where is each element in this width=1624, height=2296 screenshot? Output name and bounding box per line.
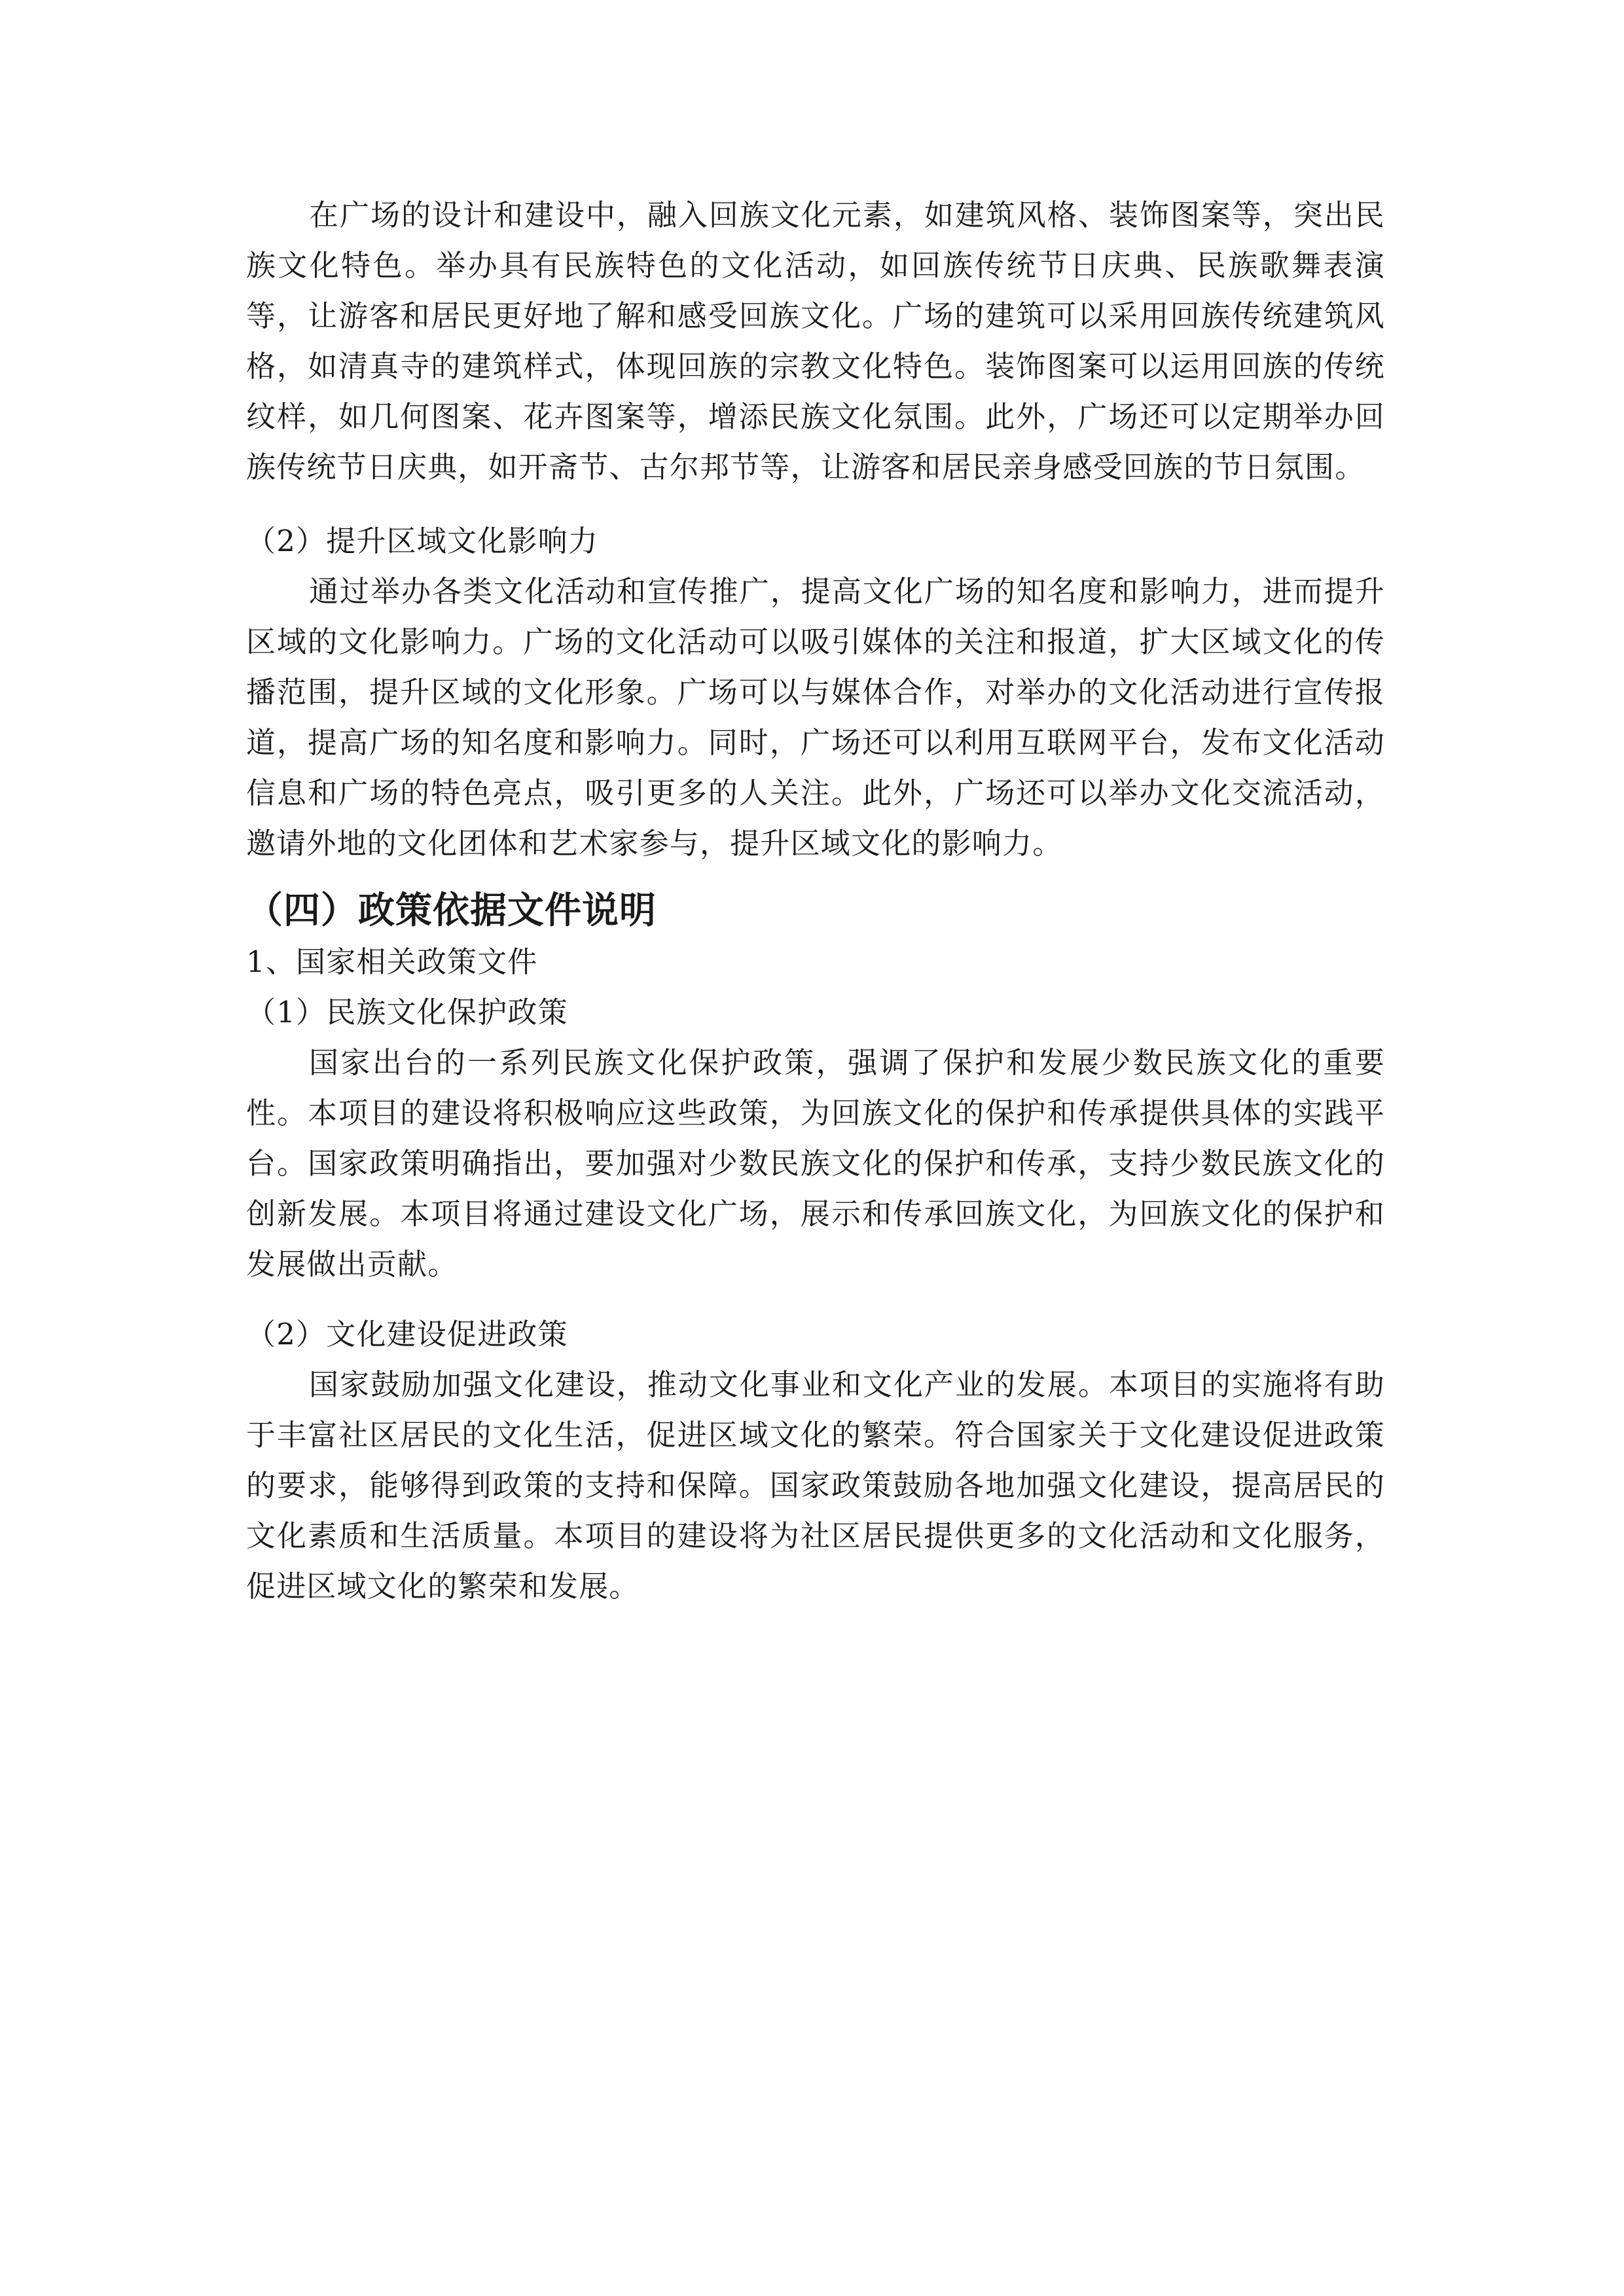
paragraph-cultural-construction: 国家鼓励加强文化建设，推动文化事业和文化产业的发展。本项目的实施将有助于丰富社区居民的文化生活，促进区域文化的繁荣。符合国家关于文化建设促进政策的要求，能够得到政策的支持和保障。国家政策鼓励各地加强文化建设，提高居民的文化素质和生活质量。本项目的建设将为社区居民提供更多的文化活动和文化服务，促进区域文化的繁荣和发展。 bbox=[246, 1367, 1385, 1604]
subheading-cultural-construction: （2）文化建设促进政策 bbox=[246, 1317, 568, 1352]
spacer bbox=[246, 1289, 1385, 1309]
paragraph-ethnic-culture-protection: 国家出台的一系列民族文化保护政策，强调了保护和发展少数民族文化的重要性。本项目的建设将积极响应这些政策，为回族文化的保护和传承提供具体的实践平台。国家政策明确指出，要加强对少数民族文化的保护和传承，支持少数民族文化的创新发展。本项目将通过建设文化广场，展示和传承回族文化，为回族文化的保护和发展做出贡献。 bbox=[246, 1045, 1385, 1282]
spacer bbox=[246, 492, 1385, 516]
section-heading-policy-basis: （四）政策依据文件说明 bbox=[246, 889, 657, 932]
heading-national-policy-files: 1、国家相关政策文件 bbox=[246, 944, 538, 979]
subheading-ethnic-culture-protection: （1）民族文化保护政策 bbox=[246, 995, 568, 1030]
subheading-regional-influence: （2）提升区域文化影响力 bbox=[246, 524, 599, 558]
document-body bbox=[246, 190, 1385, 1611]
paragraph-regional-influence: 通过举办各类文化活动和宣传推广，提高文化广场的知名度和影响力，进而提升区域的文化影响力。广场的文化活动可以吸引媒体的关注和报道，扩大区域文化的传播范围，提升区域的文化形象。广场可以与媒体合作，对举办的文化活动进行宣传报道，提高广场的知名度和影响力。同时，广场还可以利用互联网平台，发布文化活动信息和广场的特色亮点，吸引更多的人关注。此外，广场还可以举办文化交流活动，邀请外地的文化团体和艺术家参与，提升区域文化的影响力。 bbox=[246, 574, 1385, 861]
paragraph-cultural-elements: 在广场的设计和建设中，融入回族文化元素，如建筑风格、装饰图案等，突出民族文化特色。举办具有民族特色的文化活动，如回族传统节日庆典、民族歌舞表演等，让游客和居民更好地了解和感受回族文化。广场的建筑可以采用回族传统建筑风格，如清真寺的建筑样式，体现回族的宗教文化特色。装饰图案可以运用回族的传统纹样，如几何图案、花卉图案等，增添民族文化氛围。此外，广场还可以定期举办回族传统节日庆典，如开斋节、古尔邦节等，让游客和居民亲身感受回族的节日氛围。 bbox=[246, 198, 1385, 484]
spacer bbox=[246, 869, 1385, 884]
